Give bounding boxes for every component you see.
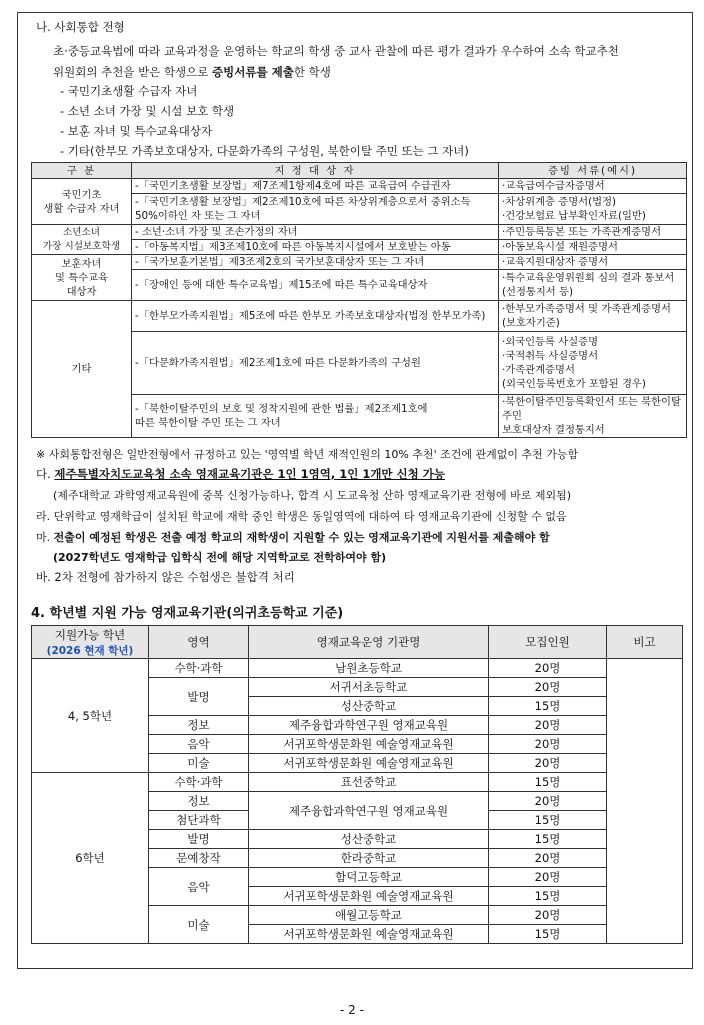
target-cell: -「장애인 등에 대한 특수교육법」제15조에 따른 특수교육대상자 [132, 270, 499, 301]
field-cell: 문예창작 [149, 849, 249, 868]
doc-cell: ·아동보육시설 재원증명서 [499, 240, 687, 255]
table-row [32, 301, 687, 332]
column-header: 영역 [149, 626, 249, 659]
capacity-cell: 20명 [489, 716, 607, 735]
doc-cell: ·특수교육운영위원회 심의 결과 통보서 (선정통지서 등) [499, 270, 687, 301]
column-header: 지 정 대 상 자 [132, 163, 499, 179]
capacity-cell: 20명 [489, 678, 607, 697]
doc-cell: ·교육급여수급자증명서 [499, 179, 687, 194]
section-4-title: 4. 학년별 지원 가능 영재교육기관(의귀초등학교 기준) [31, 606, 344, 621]
note-ma-sub: (2027학년도 영재학급 입학식 전에 해당 지역학교로 전학하여야 함) [53, 551, 387, 564]
capacity-cell: 15명 [489, 830, 607, 849]
table-row [32, 255, 687, 270]
institution-cell: 성산중학교 [249, 697, 489, 716]
capacity-cell: 20명 [489, 868, 607, 887]
section-na-intro-2: 위원회의 추천을 받은 학생으로 증빙서류를 제출한 학생 [53, 65, 331, 79]
column-header-grade: 지원가능 학년 (2026 현재 학년) [32, 626, 149, 659]
column-header: 증빙 서류(예시) [499, 163, 687, 179]
capacity-cell: 15명 [489, 811, 607, 830]
institution-cell: 표선중학교 [249, 773, 489, 792]
target-cell: -「국가보훈기본법」제3조제2호의 국가보훈대상자 또는 그 자녀 [132, 255, 499, 270]
table-header-row [32, 626, 683, 659]
grade-cell: 6학년 [32, 773, 149, 944]
note-da: 다. 제주특별자치도교육청 소속 영재교육기관은 1인 1영역, 1인 1개만 신청 가능 [36, 467, 445, 481]
field-cell: 음악 [149, 735, 249, 754]
field-cell: 발명 [149, 678, 249, 716]
note-ra: 라. 단위학교 영재학급이 설치된 학교에 재학 중인 학생은 동일영역에 대하여 타 영재교육기관에 신청할 수 없음 [36, 510, 567, 523]
table-row [32, 225, 687, 240]
target-cell: -「한부모가족지원법」제5조에 따른 한부모 가족보호대상자(법정 한부모가족) [132, 301, 499, 332]
doc-cell: ·북한이탈주민등록확인서 또는 북한이탈주민 보호대상자 결정통지서 [499, 395, 687, 438]
field-cell: 수학·과학 [149, 773, 249, 792]
bullet-item: - 보훈 자녀 및 특수교육대상자 [60, 124, 213, 138]
institution-cell: 제주융합과학연구원 영재교육원 [249, 792, 489, 830]
note-star: ※ 사회통합전형은 일반전형에서 규정하고 있는 '영역별 학년 재적인원의 10% 추천' 조건에 관계없이 추천 가능함 [36, 448, 579, 461]
target-cell: -「아동복지법」제3조제10호에 따른 아동복지시설에서 보호받는 아동 [132, 240, 499, 255]
field-cell: 발명 [149, 830, 249, 849]
capacity-cell: 20명 [489, 735, 607, 754]
capacity-cell: 15명 [489, 773, 607, 792]
institution-cell: 남원초등학교 [249, 659, 489, 678]
institution-cell: 함덕고등학교 [249, 868, 489, 887]
institution-cell: 서귀포학생문화원 예술영재교육원 [249, 735, 489, 754]
target-cell: -「국민기초생활 보장법」제2조제10호에 따른 차상위계층으로서 중위소득 50%이하인 자 또는 그 자녀 [132, 194, 499, 225]
doc-cell: ·차상위계층 증명서(법정) ·건강보험료 납부확인자료(일반) [499, 194, 687, 225]
note-ba: 바. 2차 전형에 참가하지 않은 수험생은 불합격 처리 [36, 570, 295, 584]
institution-table [31, 625, 683, 944]
target-cell: -「국민기초생활 보장법」제7조제1항제4호에 따른 교육급여 수급권자 [132, 179, 499, 194]
field-cell: 수학·과학 [149, 659, 249, 678]
section-na-heading: 나. 사회통합 전형 [36, 20, 125, 34]
target-cell: -「다문화가족지원법」제2조제1호에 따른 다문화가족의 구성원 [132, 332, 499, 395]
institution-cell: 제주융합과학연구원 영재교육원 [249, 716, 489, 735]
field-cell: 음악 [149, 868, 249, 906]
category-cell: 보훈자녀 및 특수교육 대상자 [32, 255, 132, 301]
doc-cell: ·주민등록등본 또는 가족관계증명서 [499, 225, 687, 240]
institution-cell: 서귀포학생문화원 예술영재교육원 [249, 754, 489, 773]
table-row [32, 179, 687, 194]
page-number: - 2 - [340, 1003, 364, 1017]
table-header-row [32, 163, 687, 179]
table-row [32, 659, 683, 678]
field-cell: 미술 [149, 754, 249, 773]
category-cell: 기타 [32, 301, 132, 438]
institution-cell: 서귀서초등학교 [249, 678, 489, 697]
doc-cell: ·외국인등록 사실증명 ·국적취득 사실증명서 ·가족관계증명서 (외국인등록번호가 포함된 경우) [499, 332, 687, 395]
column-header: 모집인원 [489, 626, 607, 659]
bullet-item: - 소년 소녀 가장 및 시설 보호 학생 [60, 104, 235, 118]
capacity-cell: 20명 [489, 659, 607, 678]
field-cell: 정보 [149, 716, 249, 735]
field-cell: 첨단과학 [149, 811, 249, 830]
institution-cell: 서귀포학생문화원 예술영재교육원 [249, 925, 489, 944]
table-row [32, 773, 683, 792]
capacity-cell: 15명 [489, 887, 607, 906]
column-header: 비고 [607, 626, 683, 659]
institution-cell: 성산중학교 [249, 830, 489, 849]
institution-cell: 서귀포학생문화원 예술영재교육원 [249, 887, 489, 906]
target-cell: - 소년·소녀 가장 및 조손가정의 자녀 [132, 225, 499, 240]
note-da-sub: (제주대학교 과학영재교육원에 중복 신청가능하나, 합격 시 도교육청 산하 영재교육기관 전형에 바로 제외됨) [53, 489, 572, 502]
eligibility-table [31, 162, 687, 438]
grade-cell: 4, 5학년 [32, 659, 149, 773]
capacity-cell: 15명 [489, 925, 607, 944]
institution-cell: 애월고등학교 [249, 906, 489, 925]
column-header: 구 분 [32, 163, 132, 179]
capacity-cell: 15명 [489, 697, 607, 716]
capacity-cell: 20명 [489, 792, 607, 811]
note-ma: 마. 전출이 예정된 학생은 전출 예정 학교의 재학생이 지원할 수 있는 영재교육기관에 지원서를 제출해야 함 [36, 531, 550, 544]
capacity-cell: 20명 [489, 754, 607, 773]
column-header: 영재교육운영 기관명 [249, 626, 489, 659]
category-cell: 국민기초 생활 수급자 자녀 [32, 179, 132, 225]
capacity-cell: 20명 [489, 849, 607, 868]
section-na-intro-1: 초·중등교육법에 따라 교육과정을 운영하는 학교의 학생 중 교사 관찰에 따른 평가 결과가 우수하여 소속 학교추천 [53, 44, 619, 58]
target-cell: -「북한이탈주민의 보호 및 정착지원에 관한 법률」제2조제1호에 따른 북한이탈 주민 또는 그 자녀 [132, 395, 499, 438]
remarks-cell [607, 659, 683, 944]
doc-cell: ·교육지원대상자 증명서 [499, 255, 687, 270]
field-cell: 미술 [149, 906, 249, 944]
category-cell: 소년소녀 가장 시설보호학생 [32, 225, 132, 255]
field-cell: 정보 [149, 792, 249, 811]
bullet-item: - 국민기초생활 수급자 자녀 [60, 84, 198, 98]
institution-cell: 한라중학교 [249, 849, 489, 868]
capacity-cell: 20명 [489, 906, 607, 925]
doc-cell: ·한부모가족증명서 및 가족관계증명서 (보호자기준) [499, 301, 687, 332]
bullet-item: - 기타(한부모 가족보호대상자, 다문화가족의 구성원, 북한이탈 주민 또는 그 자녀) [60, 144, 469, 158]
